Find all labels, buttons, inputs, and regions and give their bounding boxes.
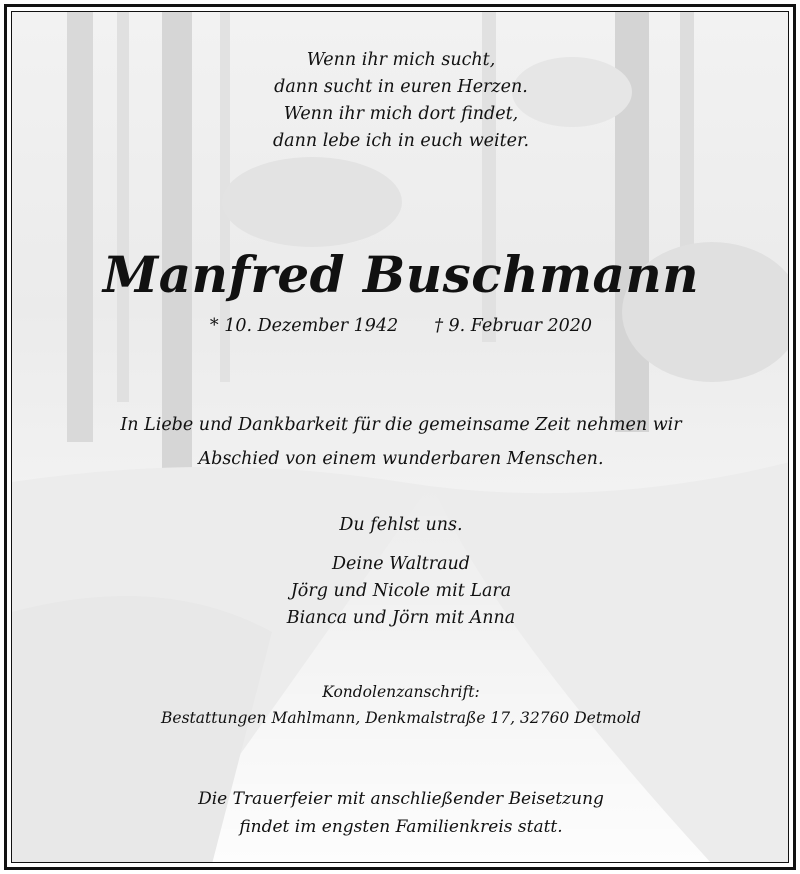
farewell-text — [12, 408, 789, 476]
poem-line: dann sucht in euren Herzen. — [274, 77, 528, 97]
poem-line: Wenn ihr mich dort findet, — [283, 104, 519, 124]
family-line: Deine Waltraud — [332, 554, 470, 574]
farewell-line: Abschied von einem wunderbaren Menschen. — [198, 449, 604, 469]
condolence-address-line: Bestattungen Mahlmann, Denkmalstraße 17, 32760 Detmold — [161, 709, 641, 727]
inner-border — [11, 11, 789, 863]
family-line: Bianca und Jörn mit Anna — [286, 608, 516, 628]
poem-line: Wenn ihr mich sucht, — [306, 50, 496, 70]
poem — [12, 47, 789, 155]
condolence-address — [12, 679, 789, 731]
birth-date: * 10. Dezember 1942 — [209, 316, 399, 336]
life-dates — [12, 312, 789, 340]
death-date: † 9. Februar 2020 — [434, 316, 593, 336]
deceased-name: Manfred Buschmann — [102, 245, 700, 304]
family-signatures — [12, 551, 789, 632]
farewell-line: In Liebe und Dankbarkeit für die gemeinsame Zeit nehmen wir — [120, 415, 682, 435]
poem-line: dann lebe ich in euch weiter. — [272, 131, 530, 151]
family-line: Jörg und Nicole mit Lara — [290, 581, 512, 601]
funeral-note — [12, 785, 789, 841]
miss-text: Du fehlst uns. — [339, 515, 463, 535]
funeral-line: findet im engsten Familienkreis statt. — [239, 817, 563, 837]
funeral-line: Die Trauerfeier mit anschließender Beisetzung — [198, 789, 604, 809]
condolence-label: Kondolenzanschrift: — [322, 683, 480, 701]
